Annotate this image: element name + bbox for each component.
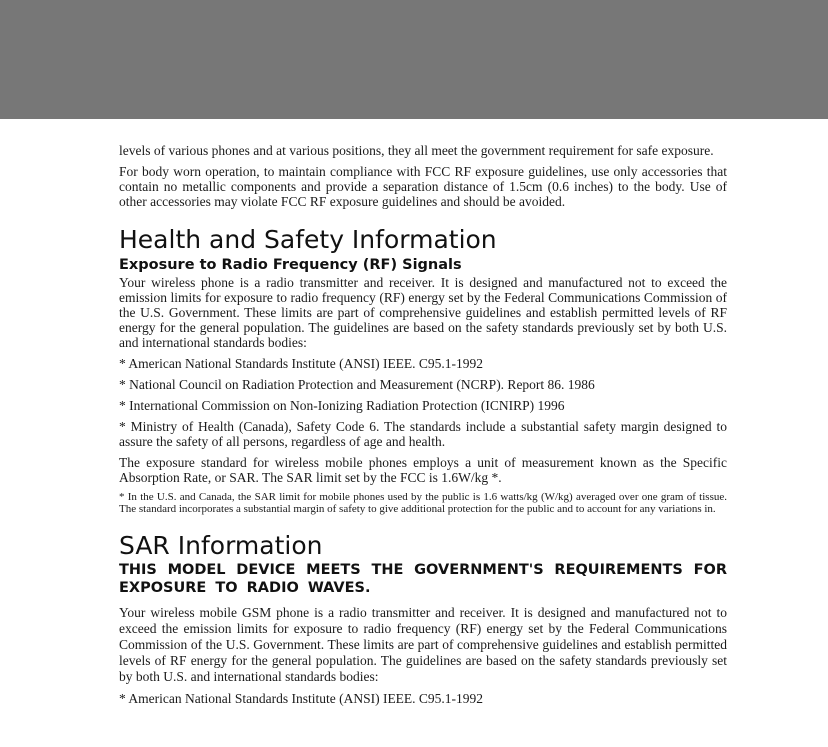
standard-bullet-health-canada: * Ministry of Health (Canada), Safety Code 6. The standards include a substantial safety margin designed to assure the safety of all persons, regardless of age and health. xyxy=(119,419,727,449)
standard-bullet-icnirp: * International Commission on Non-Ionizing Radiation Protection (ICNIRP) 1996 xyxy=(119,398,565,413)
sar-body-paragraph: Your wireless mobile GSM phone is a radio transmitter and receiver. It is designed and manufactured not to exceed the emission limits for exposure to radio frequency (RF) energy set by the Federal Communications Commission of the U.S. Government. These limits are part of comprehensive guidelines and establish permitted levels of RF energy for the general population. The guidelines are based on the safety standards previously set by both U.S. and international standards bodies: xyxy=(119,605,727,684)
standard-bullet-ansi: * American National Standards Institute (ANSI) IEEE. C95.1-1992 xyxy=(119,356,484,371)
exposure-standard-paragraph: The exposure standard for wireless mobile phones employs a unit of measurement known as the Specific Absorption Rate, or SAR. The SAR limit set by the FCC is 1.6W/kg *. xyxy=(119,455,727,485)
health-safety-heading: Health and Safety Information xyxy=(119,225,497,254)
standard-bullet-ncrp: * National Council on Radiation Protection and Measurement (NCRP). Report 86. 1986 xyxy=(119,377,595,392)
model-compliance-subheading: THIS MODEL DEVICE MEETS THE GOVERNMENT'S REQUIREMENTS FOR EXPOSURE TO RADIO WAVES. xyxy=(119,562,727,596)
intro-paragraph-2: For body worn operation, to maintain compliance with FCC RF exposure guidelines, use only accessories that contain no metallic components and provide a separation distance of 1.5cm (0.6 inches) to the body. Use of other accessories may violate FCC RF exposure guidelines and should be avoided. xyxy=(119,164,727,209)
rf-signals-subheading: Exposure to Radio Frequency (RF) Signals xyxy=(119,257,462,273)
header-band xyxy=(0,0,828,119)
health-body-paragraph: Your wireless phone is a radio transmitter and receiver. It is designed and manufactured not to exceed the emission limits for exposure to radio frequency (RF) energy set by the Federal Communications Commission of the U.S. Government. These limits are part of comprehensive guidelines and establish permitted levels of RF energy for the general population. The guidelines are based on the safety standards previously set by both U.S. and international standards bodies: xyxy=(119,275,727,350)
document-page xyxy=(119,143,727,706)
sar-standard-bullet-ansi: * American National Standards Institute (ANSI) IEEE. C95.1-1992 xyxy=(119,691,484,706)
intro-paragraph-1: levels of various phones and at various positions, they all meet the government requirement for safe exposure. xyxy=(119,143,714,158)
sar-footnote: * In the U.S. and Canada, the SAR limit for mobile phones used by the public is 1.6 watts/kg (W/kg) averaged over one gram of tissue. The standard incorporates a substantial margin of safety to give additional protection for the public and to account for any variations in. xyxy=(119,491,727,515)
sar-information-heading: SAR Information xyxy=(119,531,323,560)
